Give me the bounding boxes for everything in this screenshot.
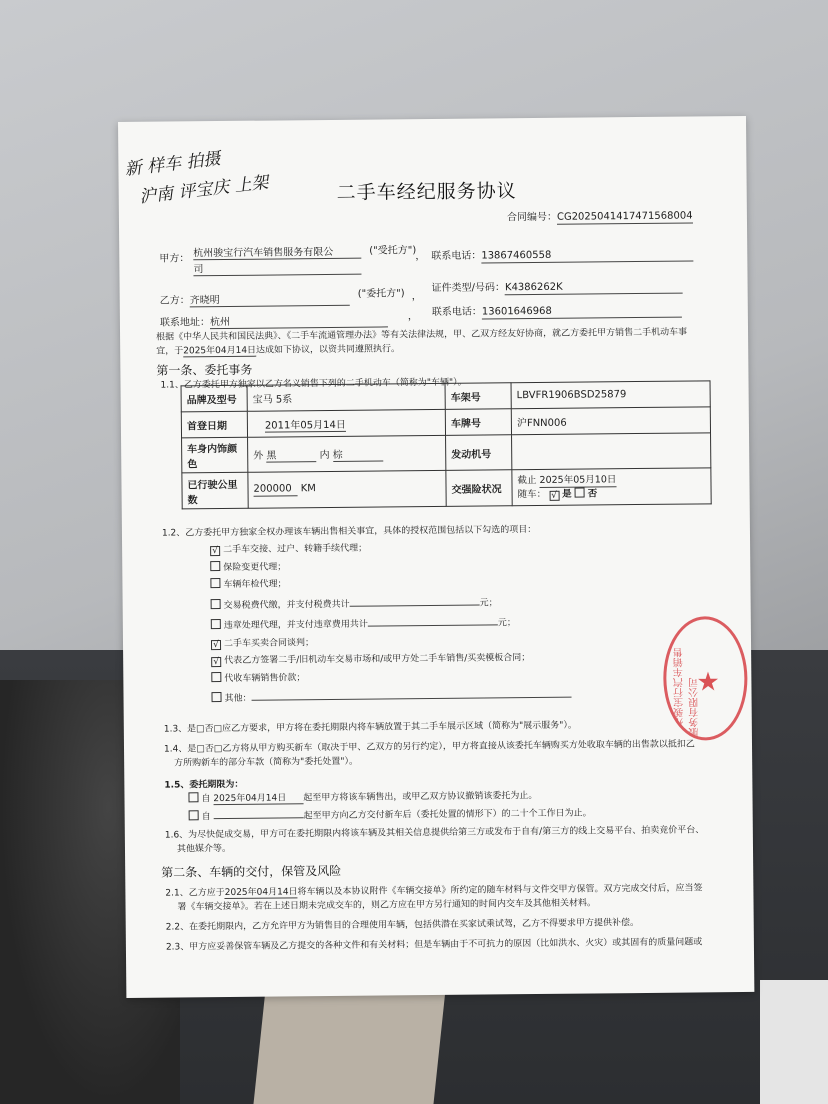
insurance-with-car-label: 随车： [517, 488, 547, 501]
auth-item[interactable] [211, 685, 571, 709]
preamble-date: 2025年04月14日 [183, 343, 256, 358]
interior-color: 棕 [333, 445, 383, 461]
clause-1-1: 1.1、乙方委托甲方独家以乙方名义销售下列的二手机动车（简称为"车辆"）。 [160, 377, 467, 391]
tax-amount-blank[interactable] [350, 592, 480, 606]
insurance-yes-label: 是 [562, 488, 572, 500]
insurance-cell [512, 468, 711, 506]
party-b-phone [432, 301, 682, 320]
auth-item-label: 违章处理代理，并支付违章费用共计 [223, 619, 368, 632]
party-a-label: 甲方： [159, 253, 190, 265]
document-title: 二手车经纪服务协议 [336, 180, 517, 204]
mileage-cell [248, 470, 446, 508]
party-b-id-value: K4386262K [505, 281, 683, 296]
party-a-name-line2: 司 [193, 259, 361, 277]
clause-1-4-line1: 1.4、是□否□乙方将从甲方购买新车（取决于甲、乙双方的另行约定），甲方将直接从该委托车辆购买方处收取车辆的出售款以抵扣乙 [163, 739, 695, 755]
clause-1-6-line2: 其他媒介等。 [176, 843, 232, 855]
party-b-label: 乙方： [159, 295, 190, 307]
other-blank[interactable] [251, 685, 571, 701]
party-a-role: ("受托方") [369, 245, 417, 257]
preamble-suffix: 达成如下协议，以资共同遵照执行。 [255, 344, 401, 356]
clause-2-1-prefix: 2.1、乙方应于 [165, 888, 225, 899]
insurance-no-label: 否 [587, 488, 598, 500]
vehicle-table [181, 380, 712, 509]
preamble-prefix: 宜，于 [156, 346, 184, 357]
section2-title: 第二条、车辆的交付，保管及风险 [161, 863, 342, 880]
delivery-date: 2025年04月14日 [225, 884, 298, 899]
authorization-list [210, 539, 572, 709]
party-b-address-comma: ， [407, 311, 418, 323]
term-b-text: 起至甲方向乙方交付新车后（委托处置的情形下）的二十个工作日为止。 [303, 808, 592, 822]
term-b-prefix: 自 [201, 812, 211, 823]
auth-checkbox[interactable] [211, 619, 221, 629]
insurance-yes-check: √ [551, 490, 558, 501]
party-a-comma: ， [415, 251, 426, 263]
party-b-comma: ， [411, 291, 422, 303]
auth-item-label: 二手车买卖合同谈判； [223, 637, 315, 649]
auth-item[interactable] [211, 650, 571, 671]
auth-item-label: 代收车辆销售价款； [224, 672, 306, 684]
auth-checkbox[interactable] [211, 599, 221, 609]
clause-1-2: 1.2、乙方委托甲方独家全权办理该车辆出售相关事宜，具体的授权范围包括以下勾选的项目： [161, 525, 537, 539]
party-a-name-line1: 杭州骏宝行汽车销售服务有限公 [193, 243, 361, 261]
auth-item-label: 交易税费代缴，并支付税费共计 [223, 599, 350, 611]
background-box [253, 980, 446, 1104]
insurance-until-label: 截止 [517, 474, 537, 487]
insurance-no-checkbox[interactable] [575, 488, 585, 498]
interior-label: 内 [319, 449, 330, 462]
contract-document [118, 116, 754, 998]
party-a-phone-label: 联系电话： [431, 250, 482, 262]
mileage-label: 已行驶公里数 [182, 472, 248, 509]
clause-1-5-option-b [189, 802, 592, 822]
company-seal [663, 616, 748, 741]
brand-value: 宝马 5系 [247, 383, 445, 411]
preamble-line1: 根据《中华人民共和国民法典》、《二手车流通管理办法》等有关法律法规，甲、乙双方经友好协商，就乙方委托甲方销售二手机动车事 [156, 327, 688, 343]
reg-date-label: 首登日期 [181, 411, 247, 438]
handwritten-note-line2: 沪南 评宝庆 上架 [138, 172, 270, 208]
auth-checkbox[interactable]: √ [210, 546, 220, 556]
party-a-phone [431, 244, 693, 264]
party-b-phone-label: 联系电话： [431, 306, 482, 318]
contract-number [507, 206, 693, 225]
engine-label: 发动机号 [446, 435, 512, 471]
contract-number-label: 合同编号： [506, 211, 557, 224]
party-b-role: ("委托方") [357, 288, 405, 300]
plate-label: 车牌号 [445, 409, 511, 436]
party-b-id [432, 277, 684, 296]
party-b-name: 齐晓明 [190, 290, 350, 308]
auth-checkbox[interactable] [210, 561, 220, 571]
term-option-b-checkbox[interactable] [189, 810, 199, 820]
auth-checkbox[interactable]: √ [211, 657, 221, 667]
clause-2-3: 2.3、甲方应妥善保管车辆及乙方提交的各种文件和有关材料；但是车辆由于不可抗力的原因（比如洪水、火灾）或其固有的质量问题或 [165, 937, 703, 953]
clause-2-1-line2: 署《车辆交接单》。若在上述日期未完成交车的，则乙方应在甲方另行通知的时间内交车及其他相关材料。 [177, 898, 597, 913]
auth-item-label: 车辆年检代理； [223, 579, 287, 591]
clause-2-2: 2.2、在委托期限内，乙方允许甲方为销售目的合理使用车辆，包括供潜在买家试乘试驾，乙方不得要求甲方提供补偿。 [165, 918, 640, 933]
brand-label: 品牌及型号 [181, 385, 247, 412]
vin-value: LBVFR1906BSD25879 [511, 381, 710, 409]
term-a-prefix: 自 [201, 794, 211, 805]
reg-date-value: 2011年05月14日 [265, 415, 346, 432]
section1-title: 第一条、委托事务 [156, 362, 253, 378]
seal-text: 杭州骏宝行汽车销售服务有限公司 [674, 647, 701, 738]
term-option-a-checkbox[interactable] [188, 792, 198, 802]
term-a-text: 起至甲方将该车辆售出，或甲乙双方协议撤销该委托为止。 [303, 791, 538, 804]
handwritten-note-line1: 新 样车 拍摄 [123, 149, 222, 180]
party-a-name [193, 243, 361, 277]
clause-1-4-line2: 方所购新车的部分车款（简称为"委托处置"）。 [174, 756, 358, 769]
exterior-label: 外 [253, 450, 264, 462]
engine-value [512, 433, 711, 470]
clause-1-5-title: 1.5、委托期限为： [164, 779, 244, 791]
term-b-date-blank[interactable] [213, 805, 303, 819]
vin-label: 车架号 [445, 383, 511, 410]
insurance-label: 交强险状况 [446, 470, 512, 507]
party-a-phone-value: 13867460558 [481, 248, 693, 263]
party-b-id-label: 证件类型/号码： [431, 282, 506, 294]
seal-star-icon: ★ [696, 667, 720, 698]
auth-checkbox[interactable] [211, 692, 221, 702]
auth-item-label: 代表乙方签署二手/旧机动车交易市场和/或甲方处二手车销售/买卖模板合同； [224, 653, 531, 667]
exterior-color: 黑 [266, 446, 316, 462]
auth-checkbox[interactable]: √ [211, 640, 221, 650]
seal-code: 584 [728, 623, 742, 632]
mileage-value: 200000 [253, 483, 297, 496]
party-b-phone-value: 13601646968 [482, 305, 682, 320]
party-b-address-value: 杭州 [210, 311, 388, 329]
background-paper-edge [760, 980, 828, 1104]
auth-checkbox[interactable] [211, 672, 221, 682]
insurance-until-date: 2025年05月10日 [539, 474, 617, 486]
clause-1-6-line1: 1.6、为尽快促成交易，甲方可在委托期限内将该车辆及其相关信息提供给第三方或发布于自有/第三方的线上交易平台、拍卖竞价平台、 [164, 825, 705, 841]
auth-item-label: 保险变更代理； [223, 561, 287, 573]
auth-item-suffix: 元； [497, 618, 516, 629]
party-b [160, 290, 350, 308]
preamble-line2 [156, 341, 400, 357]
term-start-date: 2025年04月14日 [213, 790, 303, 805]
clause-1-3: 1.3、是□否□应乙方要求，甲方将在委托期限内将车辆放置于其二手车展示区域（简称为"展示服务"）。 [163, 720, 577, 735]
auth-checkbox[interactable] [210, 578, 220, 588]
insurance-yes-checkbox[interactable] [549, 491, 559, 501]
auth-item-label: 二手车交接、过户、转籍手续代理； [223, 543, 368, 556]
clause-2-1-text: 将车辆以及本协议附件《车辆交接单》所约定的随车材料与文件交甲方保管。双方完成交付后，应当签 [297, 883, 703, 898]
party-b-address-label: 联系地址： [159, 317, 210, 329]
plate-value: 沪FNN006 [511, 407, 710, 435]
mileage-unit: KM [300, 483, 316, 495]
reg-date-cell [247, 409, 445, 437]
color-cell [248, 435, 446, 472]
auth-item-label: 其他： [224, 693, 252, 705]
violation-amount-blank[interactable] [368, 612, 498, 626]
auth-item-suffix: 元； [479, 597, 498, 609]
color-label: 车身内饰颜色 [182, 437, 248, 473]
contract-number-value: CG2025041417471568004 [556, 210, 693, 223]
